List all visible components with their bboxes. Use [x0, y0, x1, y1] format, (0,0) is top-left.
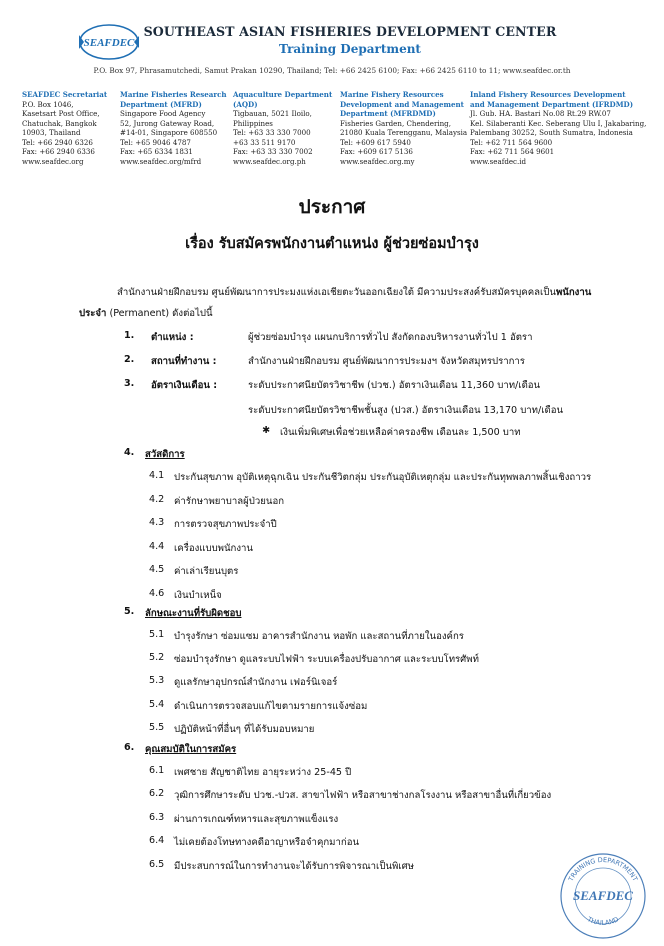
section-title: ลักษณะงานที่รับผิดชอบ [145, 608, 242, 619]
department-name: Training Department [279, 42, 421, 56]
announcement-subject: เรื่อง รับสมัครพนักงานตำแหน่ง ผู้ช่วยซ่อมบำรุง [185, 236, 479, 252]
subitem-text: ค่ารักษาพยาบาลผู้ป่วยนอก [174, 495, 285, 507]
office-line: Tel: +63 33 330 7000 [233, 128, 311, 137]
office-line: Singapore Food Agency [120, 109, 206, 118]
intro-line-2: ประจำ (Permanent) ดังต่อไปนี้ [79, 308, 213, 319]
section-title: คุณสมบัติในการสมัคร [145, 744, 237, 755]
item-3-label: อัตราเงินเดือน : [151, 380, 218, 391]
stamp-center-text: SEAFDEC [573, 888, 633, 903]
item-3-number: 3. [124, 378, 135, 389]
header-address: P.O. Box 97, Phrasamutchedi, Samut Prakan 10290, Thailand; Tel: +66 2425 6100; Fax: +66 2425 6110 to 11; www.seafdec.or.th [93, 66, 571, 75]
item-2-value: สำนักงานฝ่ายฝึกอบรม ศูนย์พัฒนาการประมงฯ จังหวัดสมุทรปราการ [248, 356, 525, 367]
office-line: www.seafdec.org.ph [233, 156, 306, 166]
subitem-text: ดำเนินการตรวจสอบแก้ไขตามรายการแจ้งซ่อม [174, 700, 368, 712]
subitem-text: ไม่เคยต้องโทษทางคดีอาญาหรือจำคุกมาก่อน [174, 837, 360, 849]
office-line: Tigbauan, 5021 Iloilo, [233, 109, 312, 118]
office-line: Tel: +65 9046 4787 [120, 137, 191, 147]
item-1-value: ผู้ช่วยซ่อมบำรุง แผนกบริการทั่วไป สังกัดกองบริหารงานทั่วไป 1 อัตรา [248, 332, 533, 343]
office-title: Marine Fisheries Research [120, 90, 227, 99]
office-line: www.seafdec.org.my [340, 156, 415, 166]
subitem-text: เครื่องแบบพนักงาน [174, 542, 253, 554]
subitem-number: 6.1 [149, 765, 165, 776]
subitem-number: 4.6 [149, 588, 165, 599]
office-line: www.seafdec.org [22, 156, 84, 166]
office-line: Chatuchak, Bangkok [22, 118, 97, 128]
item-2-number: 2. [124, 354, 135, 365]
stamp-bottom-text: THAILAND [586, 915, 620, 927]
office-column [340, 90, 467, 166]
section-number: 5. [124, 606, 135, 617]
section-number: 6. [124, 742, 135, 753]
office-line: Fax: +63 33 330 7002 [233, 147, 313, 156]
department-stamp [555, 850, 651, 942]
svg-text:TRAINING DEPARTMENT [566, 856, 639, 884]
section-title: สวัสดิการ [145, 449, 185, 460]
item-2-label: สถานที่ทำงาน : [151, 356, 217, 367]
office-line: Fax: +65 6334 1831 [120, 147, 193, 156]
office-line: Fax: +62 711 564 9601 [470, 147, 555, 156]
subitem-number: 4.5 [149, 564, 165, 576]
seafdec-logo [78, 22, 140, 62]
subitem-text: ปฏิบัติหน้าที่อื่นๆ ที่ได้รับมอบหมาย [174, 723, 315, 735]
office-line: www.seafdec.id [470, 156, 527, 166]
office-column [22, 90, 107, 166]
office-title: Aquaculture Department [233, 90, 333, 99]
office-title: Inland Fishery Resources Development [470, 90, 626, 99]
item-3-value-3: เงินเพิ่มพิเศษเพื่อช่วยเหลือค่าครองชีพ เดือนละ 1,500 บาท [280, 427, 521, 438]
office-title: SEAFDEC Secretariat [22, 90, 108, 99]
office-title: Marine Fishery Resources [340, 90, 444, 99]
office-line: Fax: +66 2940 6336 [22, 147, 95, 156]
office-title: Development and Management [340, 99, 464, 109]
stamp-top-text: TRAINING DEPARTMENT [566, 855, 640, 883]
svg-text:THAILAND [585, 915, 620, 927]
subitem-number: 5.1 [149, 629, 165, 640]
office-line: Tel: +609 617 5940 [340, 137, 411, 147]
subitem-number: 6.3 [149, 811, 165, 823]
item-3-value-2: ระดับประกาศนียบัตรวิชาชีพชั้นสูง (ปวส.) อัตราเงินเดือน 13,170 บาท/เดือน [248, 405, 564, 416]
item-1-label: ตำแหน่ง : [151, 332, 194, 343]
subitem-text: วุฒิการศึกษาระดับ ปวช.-ปวส. สาขาไฟฟ้า หรือสาขาช่างกลโรงงาน หรือสาขาอื่นที่เกี่ยวข้อง [174, 790, 552, 802]
subitem-text: ค่าเล่าเรียนบุตร [174, 566, 239, 578]
office-line: +63 33 511 9170 [233, 137, 296, 147]
office-line: Jl. Gub. HA. Bastari No.08 Rt.29 RW.07 [470, 109, 611, 118]
subitem-number: 4.1 [149, 470, 165, 481]
org-name: SOUTHEAST ASIAN FISHERIES DEVELOPMENT CENTER [143, 24, 557, 39]
subitem-number: 5.4 [149, 698, 165, 710]
asterisk-bullet: ✱ [262, 425, 271, 436]
office-line: Kasetsart Post Office, [22, 109, 100, 118]
intro-line-1: สำนักงานฝ่ายฝึกอบรม ศูนย์พัฒนาการประมงแห่งเอเชียตะวันออกเฉียงใต้ มีความประสงค์รับสมัครบุคคลเป็นพนักงาน [117, 287, 592, 298]
subitem-text: ดูแลรักษาอุปกรณ์สำนักงาน เฟอร์นิเจอร์ [174, 677, 338, 689]
subitem-text: การตรวจสุขภาพประจำปี [174, 519, 277, 531]
subitem-number: 5.2 [149, 652, 165, 664]
office-line: Fax: +609 617 5136 [340, 147, 413, 156]
office-line: www.seafdec.org/mfrd [120, 156, 202, 166]
subitem-text: เงินบำเหน็จ [174, 590, 222, 601]
office-column [233, 90, 332, 166]
subitem-text: ผ่านการเกณฑ์ทหารและสุขภาพแข็งแรง [174, 813, 339, 825]
logo-text: SEAFDEC [83, 37, 135, 49]
office-title: and Management Department (IFRDMD) [470, 99, 634, 109]
office-line: Fisheries Garden, Chendering, [340, 118, 451, 128]
subitem-text: ซ่อมบำรุงรักษา ดูแลระบบไฟฟ้า ระบบเครื่องปรับอากาศ และระบบโทรศัพท์ [174, 654, 479, 666]
office-line: Kel. Silaberanti Kec. Seberang Ulu I, Jakabaring, [470, 118, 647, 128]
office-column [470, 90, 646, 166]
subitem-number: 4.3 [149, 517, 165, 529]
office-title: (AQD) [233, 99, 258, 109]
subitem-text: มีประสบการณ์ในการทำงานจะได้รับการพิจารณาเป็นพิเศษ [174, 860, 414, 872]
subitem-text: เพศชาย สัญชาติไทย อายุระหว่าง 25-45 ปี [174, 767, 352, 778]
office-line: Tel: +62 711 564 9600 [470, 137, 553, 147]
subitem-number: 4.4 [149, 540, 165, 552]
item-3-value: ระดับประกาศนียบัตรวิชาชีพ (ปวช.) อัตราเงินเดือน 11,360 บาท/เดือน [248, 380, 541, 391]
subitem-number: 5.5 [149, 721, 165, 733]
office-line: Tel: +66 2940 6326 [22, 137, 93, 147]
office-title: Department (MFRD) [120, 99, 202, 109]
office-line: Palembang 30252, South Sumatra, Indonesia [470, 128, 633, 137]
office-title: Department (MFRDMD) [340, 109, 436, 118]
section-number: 4. [124, 447, 135, 458]
subitem-number: 6.5 [149, 858, 165, 870]
office-line: Philippines [233, 118, 273, 128]
subitem-number: 4.2 [149, 493, 165, 505]
subitem-text: ประกันสุขภาพ อุบัติเหตุฉุกเฉิน ประกันชีวิตกลุ่ม ประกันอุบัติเหตุกลุ่ม และประกันทุพพลภาพสิ้นเชิงถาวร [174, 472, 592, 483]
subitem-number: 5.3 [149, 675, 165, 687]
office-line: 10903, Thailand [22, 128, 81, 137]
subitem-number: 6.2 [149, 788, 165, 800]
item-1-number: 1. [124, 330, 135, 341]
subitem-number: 6.4 [149, 835, 165, 847]
office-line: P.O. Box 1046, [22, 99, 74, 109]
announcement-title: ประกาศ [298, 196, 366, 218]
office-line: #14-01, Singapore 608550 [120, 128, 218, 137]
subitem-text: บำรุงรักษา ซ่อมแซม อาคารสำนักงาน หอพัก และสถานที่ภายในองค์กร [174, 631, 464, 642]
office-line: 21080 Kuala Terengganu, Malaysia [340, 128, 468, 137]
office-column [120, 90, 227, 166]
office-line: 52, Jurong Gateway Road, [120, 118, 215, 128]
